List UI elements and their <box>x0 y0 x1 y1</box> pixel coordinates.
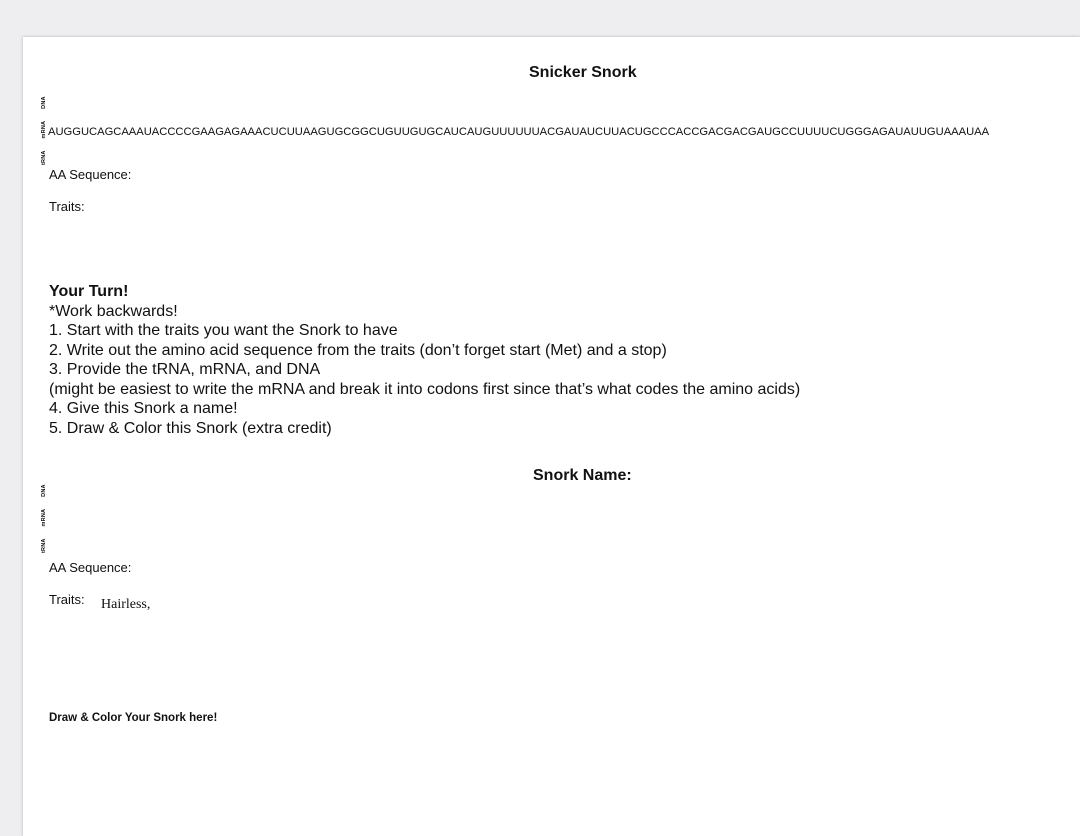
instruction-line: *Work backwards! <box>49 302 178 320</box>
strand-labels-second <box>41 484 47 553</box>
traits-label-second: Traits: <box>49 592 85 607</box>
aa-sequence-label-second: AA Sequence: <box>49 560 132 575</box>
instruction-line: 3. Provide the tRNA, mRNA, and DNA <box>49 361 321 378</box>
strand-label-mrna: mRNA <box>41 508 47 527</box>
your-turn-instructions <box>49 282 800 438</box>
instruction-line: 5. Draw & Color this Snork (extra credit) <box>49 419 332 437</box>
draw-label: Draw & Color Your Snork here! <box>49 712 218 724</box>
strand-label-dna: DNA <box>41 96 47 109</box>
worksheet-title: Snicker Snork <box>529 64 637 81</box>
instruction-line: 1. Start with the traits you want the Snork to have <box>49 322 398 339</box>
strand-label-trna: tRNA <box>41 538 47 553</box>
instruction-line: 4. Give this Snork a name! <box>49 400 238 417</box>
traits-label: Traits: <box>49 199 85 214</box>
instruction-line: (might be easiest to write the mRNA and break it into codons first since that’s what codes the amino acids) <box>49 380 801 398</box>
strand-label-mrna: mRNA <box>41 120 47 139</box>
snork-name-label: Snork Name: <box>533 467 632 484</box>
your-turn-heading: Your Turn! <box>49 283 129 300</box>
strand-labels <box>41 96 47 165</box>
traits-value: Hairless, <box>101 597 151 612</box>
worksheet-page <box>23 37 1080 836</box>
strand-label-trna: tRNA <box>41 150 47 165</box>
strand-label-dna: DNA <box>41 484 47 497</box>
mrna-sequence: AUGGUCAGCAAAUACCCCGAAGAGAAACUCUUAAGUGCGGCUGUUGUGCAUCAUGUUUUUUACGAUAUCUUACUGCCCACCGACGACGAUGCCUUUUCUGGGAGAUAUUGUAAAUAA <box>48 126 990 138</box>
instruction-line: 2. Write out the amino acid sequence from the traits (don’t forget start (Met) and a stop) <box>49 341 667 359</box>
aa-sequence-label: AA Sequence: <box>49 167 132 182</box>
